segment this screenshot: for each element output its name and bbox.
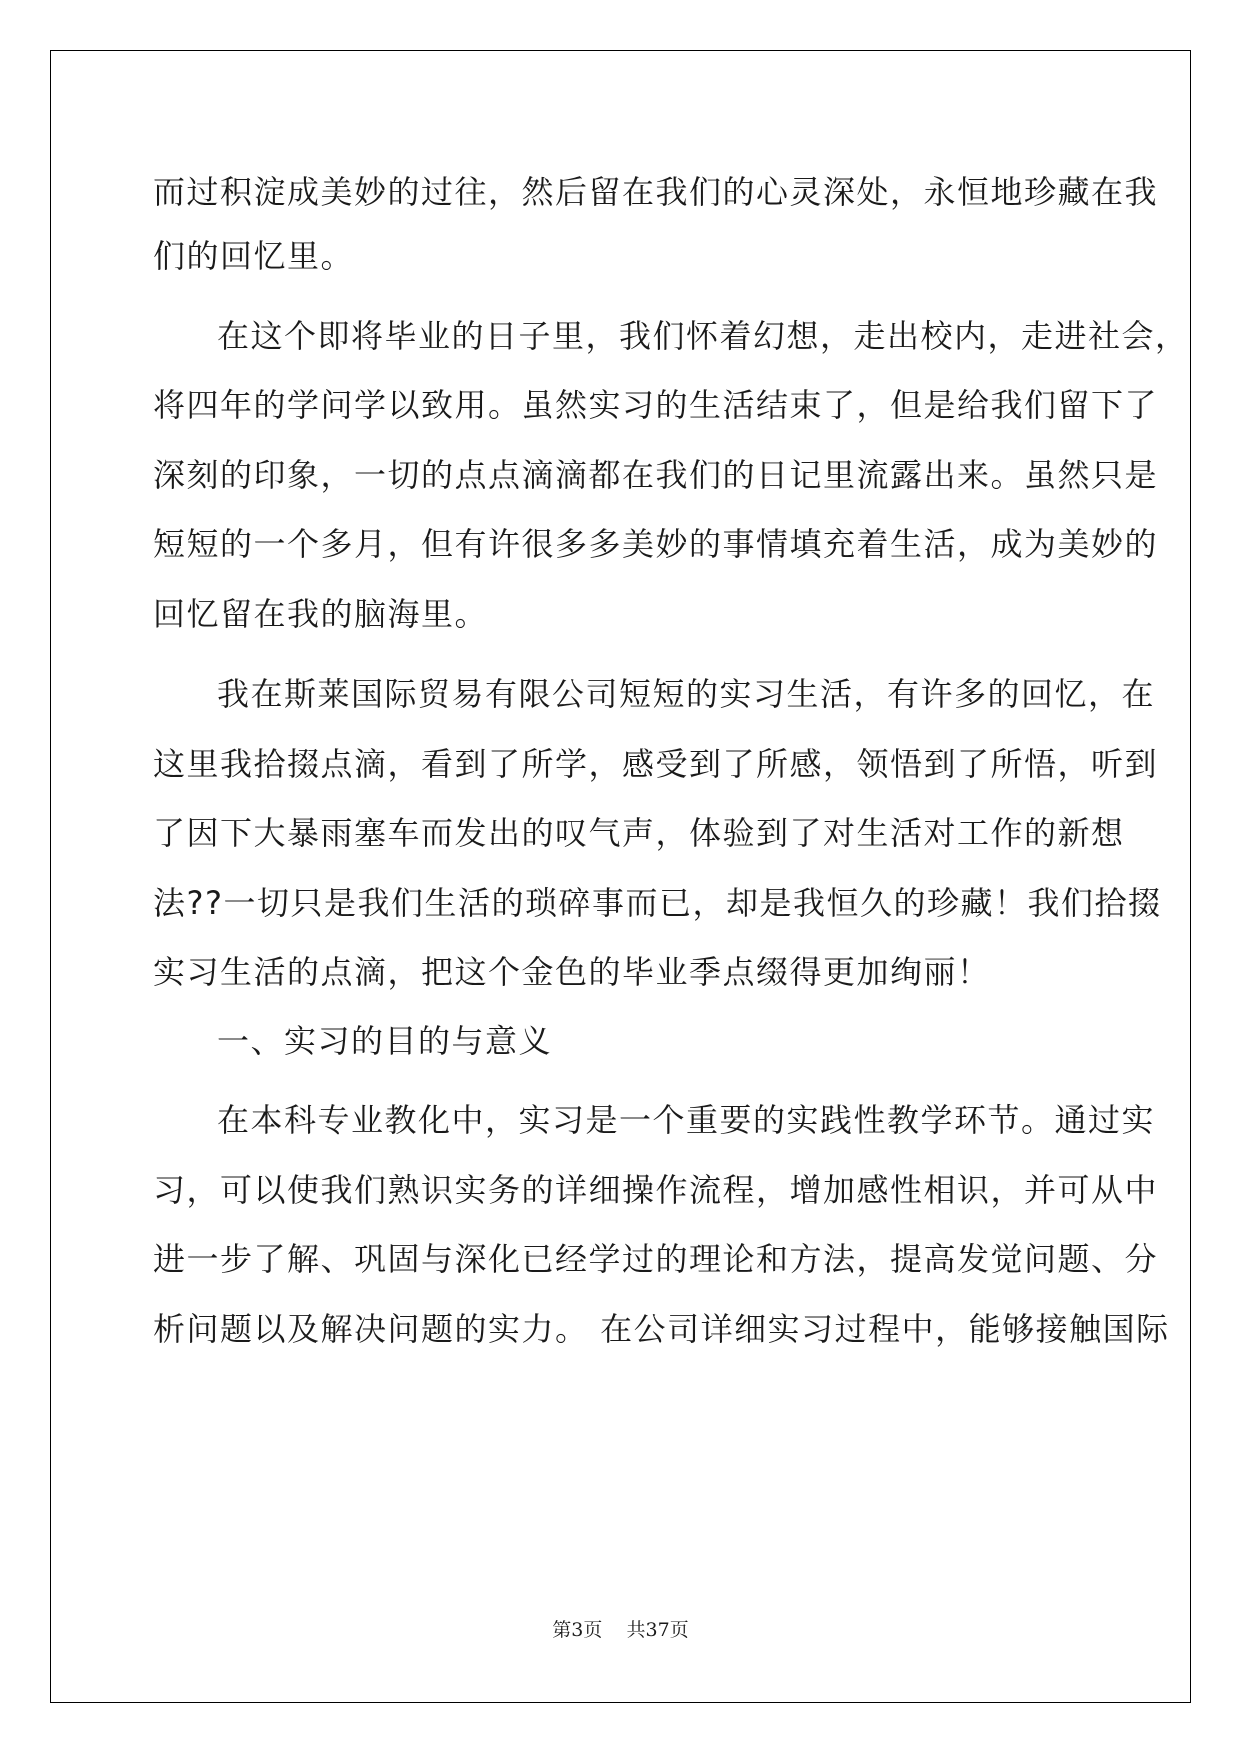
body-text-line: 实习生活的点滴，把这个金色的毕业季点缀得更加绚丽！ <box>153 953 991 991</box>
body-text-line: 短短的一个多月，但有许很多多美妙的事情填充着生活，成为美妙的 <box>153 525 1159 563</box>
paragraph-start-line: 在本科专业教化中，实习是一个重要的实践性教学环节。通过实 <box>217 1101 1156 1139</box>
paragraph-start-line: 我在斯莱国际贸易有限公司短短的实习生活，有许多的回忆，在 <box>217 675 1156 713</box>
body-text-line: 习，可以使我们熟识实务的详细操作流程，增加感性相识，并可从中 <box>153 1171 1159 1209</box>
body-text-line: 法??一切只是我们生活的琐碎事而已，却是我恒久的珍藏！我们拾掇 <box>153 884 1162 922</box>
body-text-line: 进一步了解、巩固与深化已经学过的理论和方法，提高发觉问题、分 <box>153 1240 1159 1278</box>
page-number: 第3页 <box>552 1619 603 1641</box>
body-text-line: 们的回忆里。 <box>153 237 355 275</box>
paragraph-start-line: 在这个即将毕业的日子里，我们怀着幻想，走出校内，走进社会， <box>217 317 1189 355</box>
page-border <box>50 50 1191 1703</box>
section-heading: 一、实习的目的与意义 <box>217 1022 553 1060</box>
body-text-line: 而过积淀成美妙的过往，然后留在我们的心灵深处，永恒地珍藏在我 <box>153 173 1159 211</box>
body-text-line: 将四年的学问学以致用。虽然实习的生活结束了，但是给我们留下了 <box>153 386 1159 424</box>
body-text-line: 深刻的印象，一切的点点滴滴都在我们的日记里流露出来。虽然只是 <box>153 456 1159 494</box>
body-text-line: 析问题以及解决问题的实力。 在公司详细实习过程中，能够接触国际 <box>153 1310 1170 1348</box>
body-text-line: 这里我拾掇点滴，看到了所学，感受到了所感，领悟到了所悟，听到 <box>153 745 1159 783</box>
page-footer <box>0 1618 1241 1642</box>
body-text-line: 回忆留在我的脑海里。 <box>153 595 489 633</box>
total-pages: 共37页 <box>626 1619 689 1641</box>
body-text-line: 了因下大暴雨塞车而发出的叹气声，体验到了对生活对工作的新想 <box>153 814 1125 852</box>
